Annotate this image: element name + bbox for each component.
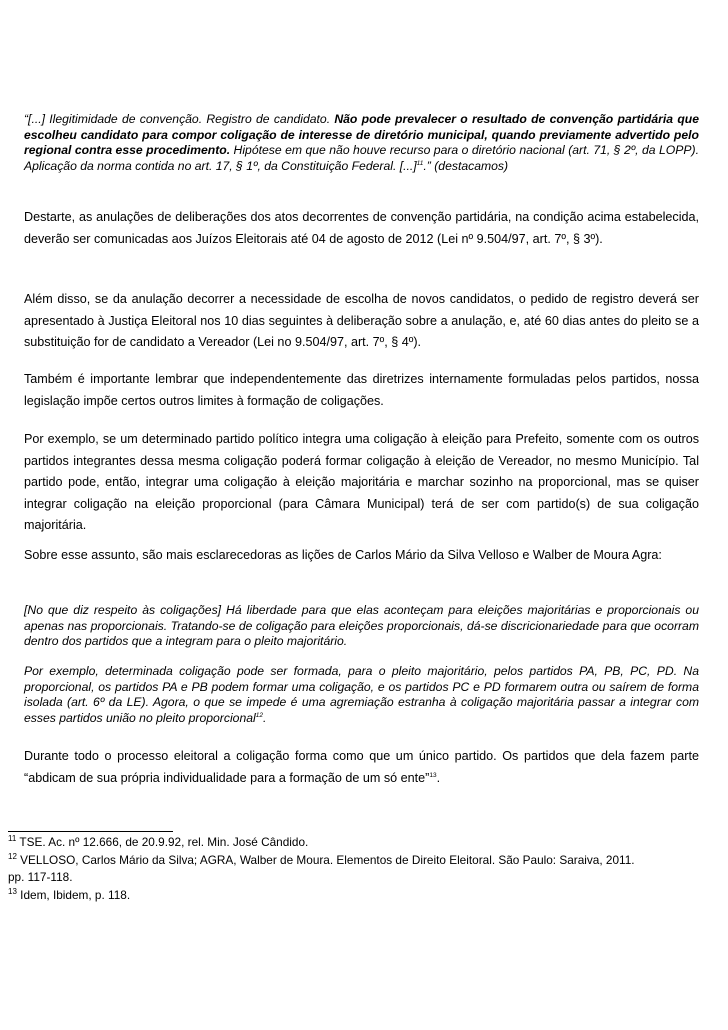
block-quote-exemplo-partidos: Por exemplo, determinada coligação pode ser formada, para o pleito majoritário, pelos partidos PA, PB, PC, PD. Na proporcional, os partidos PA e PB podem formar uma coligação, e os partidos PC e PD formarem outra ou saírem de forma isolada (art. 6º da LE). Agora, o que se impede é uma agremiação estranha à coligação majoritária passar a integrar com esses partidos união no pleito proporcional$^{12}$. (24, 664, 699, 725)
paragraph-novos-candidatos: Além disso, se da anulação decorrer a necessidade de escolha de novos candidatos, o pedido de registro deverá ser apresentado à Justiça Eleitoral nos 10 dias seguintes à deliberação sobre a anulação, e, até 60 dias antes do pleito se a substituição for de candidato a Vereador (Lei no 9.504/97, art. 7º, § 4º). (24, 292, 699, 349)
footnote-13: $^{13}$ Idem, Ibidem, p. 118. (8, 886, 131, 902)
footnote-12: $^{12}$ VELLOSO, Carlos Mário da Silva; AGRA, Walber de Moura. Elementos de Direito Eleitoral. São Paulo: Saraiva, 2011. (8, 851, 635, 867)
block-quote-coligacoes: [No que diz respeito às coligações] Há liberdade para que elas aconteçam para eleições majoritárias e proporcionais ou apenas nas proporcionais. Tratando-se de coligação para eleições proporcionais, dá-se discricionariedade para que ocorram dentro dos partidos que a integram para o pleito majoritário. (24, 603, 699, 648)
quote-bold-highlight: Não pode prevalecer o resultado de convenção partidária que escolheu candidato para compor coligação de interesse de diretório municipal, quando previamente advertido pelo regional contra esse procedimento. (24, 112, 699, 157)
footnote-separator (8, 831, 173, 832)
quote-intro: “[...] Ilegitimidade de convenção. Registro de candidato. (24, 112, 335, 126)
footnotes (8, 834, 708, 904)
footnote-ref-13: 13 (429, 771, 437, 779)
footnote-11: $^{11}$ TSE. Ac. nº 12.666, de 20.9.92, rel. Min. José Cândido. (8, 834, 309, 849)
paragraph-limites-coligacoes: Também é importante lembrar que independentemente das diretrizes internamente formuladas pelos partidos, nossa legislação impõe certos outros limites à formação de coligações. (24, 372, 699, 408)
footnote-12-cont: pp. 117-118. (8, 870, 73, 884)
paragraph-velloso-agra: Sobre esse assunto, são mais esclarecedoras as lições de Carlos Mário da Silva Velloso e Walber de Moura Agra: (24, 548, 662, 562)
paragraph-processo-eleitoral: Durante todo o processo eleitoral a coligação forma como que um único partido. Os partidos que dela fazem parte “abdicam de sua própria individualidade para a formação de um só ente”$^{13}$. (24, 749, 699, 785)
block-quote-jurisprudence (24, 112, 699, 174)
quote-continuation: Hipótese em que não houve recurso para o diretório nacional (art. 71, § 2º, da LOPP). Aplicação da norma contida no art. 17, § 1º, da Constituição Federal. [...] (24, 143, 699, 173)
paragraph-anulacoes: Destarte, as anulações de deliberações dos atos decorrentes de convenção partidária, na condição acima estabelecida, deverão ser comunicadas aos Juízos Eleitorais até 04 de agosto de 2012 (Lei nº 9.504/97, art. 7º, § 3º). (24, 210, 699, 246)
paragraph-exemplo-prefeito: Por exemplo, se um determinado partido político integra uma coligação à eleição para Prefeito, somente com os outros partidos integrantes dessa mesma coligação poderá formar coligação à eleição de Vereador, no mesmo Município. Tal partido pode, então, integrar uma coligação à eleição majoritária e marchar sozinho na proporcional, mas se quiser integrar coligação na eleição proporcional (para Câmara Municipal) terá de ser com partido(s) de sua coligação majoritária. (24, 432, 699, 532)
footnote-ref-12: 12 (255, 711, 263, 719)
quote-tail: .” (destacamos) (423, 158, 509, 173)
footnote-ref-11: 11 (416, 159, 424, 167)
